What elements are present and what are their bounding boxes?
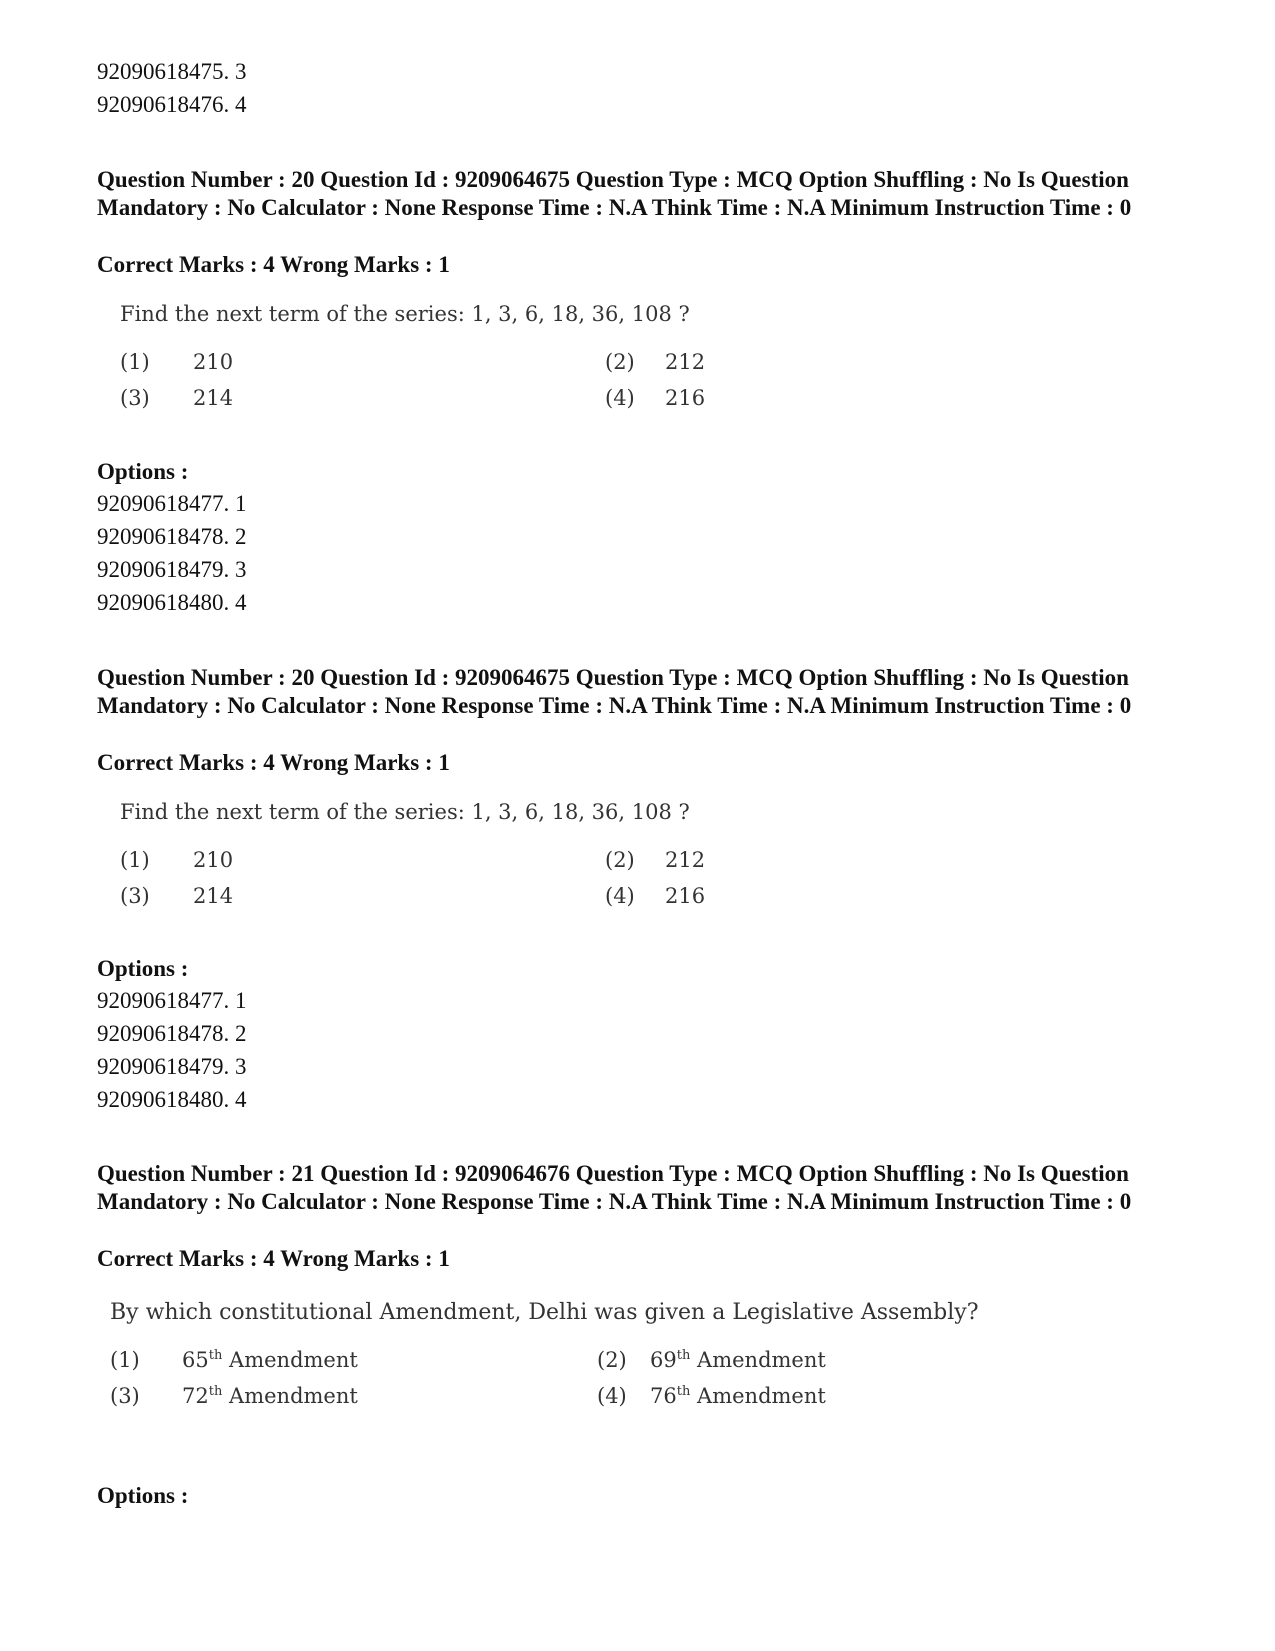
choice-value: 72th Amendment: [182, 1384, 358, 1408]
question-meta: Question Number : 20 Question Id : 9209064675 Question Type : MCQ Option Shuffling : No Is Question Mandatory : No Calculator : None Response Time : N.A Think Time : N.A Minimum Instruction Time : 0: [97, 665, 1132, 718]
choice-number: (2): [605, 350, 635, 374]
question-meta: Question Number : 20 Question Id : 9209064675 Question Type : MCQ Option Shuffling : No Is Question Mandatory : No Calculator : None Response Time : N.A Think Time : N.A Minimum Instruction Time : 0: [97, 167, 1132, 220]
options-label: Options :: [97, 459, 189, 484]
option-line: 92090618480. 4: [97, 590, 247, 615]
choice-number: (1): [120, 350, 150, 374]
option-line: 92090618475. 3: [97, 59, 247, 84]
choice-value: 214: [193, 884, 234, 908]
choice-value: 212: [665, 350, 706, 374]
option-line: 92090618480. 4: [97, 1087, 247, 1112]
option-line: 92090618477. 1: [97, 491, 247, 516]
choice-number: (3): [120, 884, 150, 908]
choice-value: 69th Amendment: [650, 1348, 826, 1372]
option-line: 92090618478. 2: [97, 1021, 247, 1046]
option-line: 92090618478. 2: [97, 524, 247, 549]
question-text: By which constitutional Amendment, Delhi was given a Legislative Assembly?: [110, 1300, 979, 1325]
choice-value: 210: [193, 848, 234, 872]
choice-value: 216: [665, 884, 706, 908]
choice-value: 212: [665, 848, 706, 872]
choice-value: 210: [193, 350, 234, 374]
options-label: Options :: [97, 956, 189, 981]
question-meta: Question Number : 21 Question Id : 9209064676 Question Type : MCQ Option Shuffling : No Is Question Mandatory : No Calculator : None Response Time : N.A Think Time : N.A Minimum Instruction Time : 0: [97, 1161, 1132, 1214]
choice-number: (2): [605, 848, 635, 872]
question-text: Find the next term of the series: 1, 3, 6, 18, 36, 108 ?: [120, 800, 690, 824]
question-text: Find the next term of the series: 1, 3, 6, 18, 36, 108 ?: [120, 302, 690, 326]
option-line: 92090618479. 3: [97, 1054, 247, 1079]
question-marks: Correct Marks : 4 Wrong Marks : 1: [97, 252, 450, 277]
choice-value: 214: [193, 386, 234, 410]
choice-number: (2): [597, 1348, 627, 1372]
option-line: 92090618479. 3: [97, 557, 247, 582]
choice-number: (4): [605, 386, 635, 410]
choice-value: 216: [665, 386, 706, 410]
choice-number: (1): [120, 848, 150, 872]
option-line: 92090618477. 1: [97, 988, 247, 1013]
choice-number: (3): [110, 1384, 140, 1408]
options-label: Options :: [97, 1483, 189, 1508]
question-marks: Correct Marks : 4 Wrong Marks : 1: [97, 1246, 450, 1271]
choice-value: 76th Amendment: [650, 1384, 826, 1408]
option-line: 92090618476. 4: [97, 92, 247, 117]
choice-number: (1): [110, 1348, 140, 1372]
question-marks: Correct Marks : 4 Wrong Marks : 1: [97, 750, 450, 775]
choice-number: (4): [597, 1384, 627, 1408]
choice-number: (4): [605, 884, 635, 908]
choice-value: 65th Amendment: [182, 1348, 358, 1372]
choice-number: (3): [120, 386, 150, 410]
